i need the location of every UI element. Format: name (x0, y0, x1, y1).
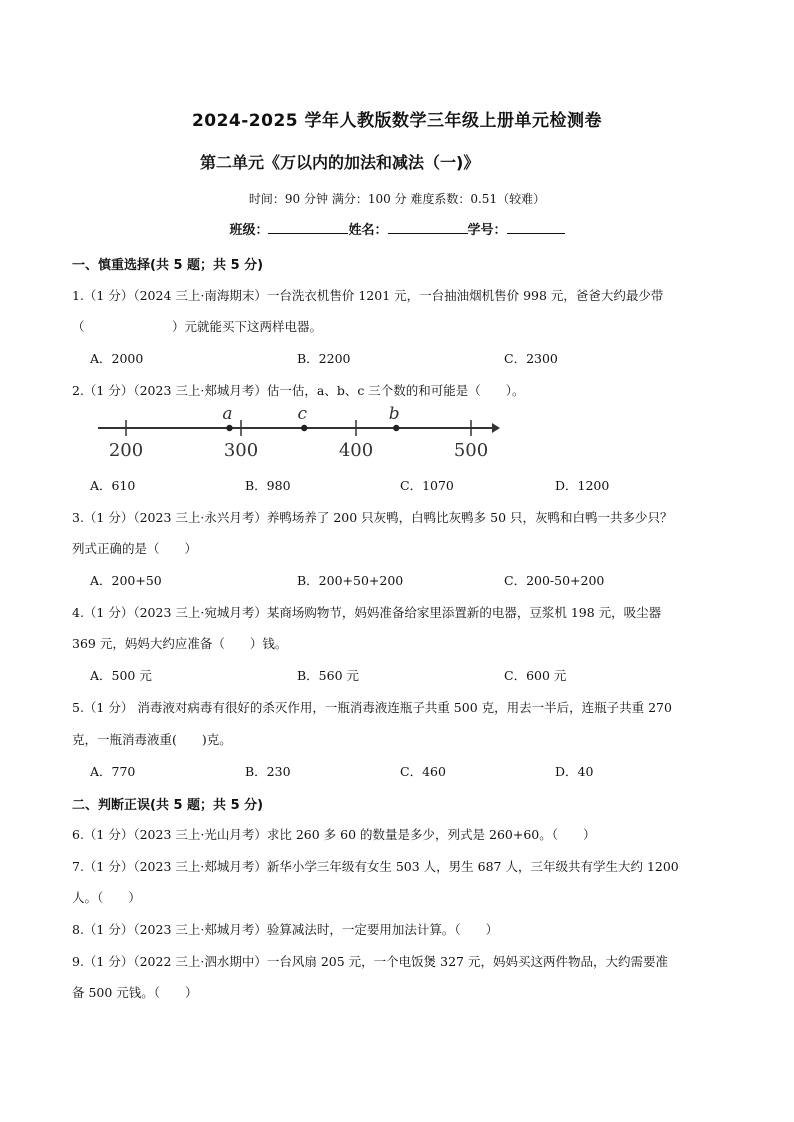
question-1-line1: 1.（1 分）（2024 三上·南海期末）一台洗衣机售价 1201 元，一台抽油烟机售价 998 元，爸爸大约最少带 (72, 288, 664, 303)
question-5-option-b[interactable]: B．230 (245, 764, 291, 779)
question-7-line1: 7.（1 分）（2023 三上·郏城月考）新华小学三年级有女生 503 人，男生 687 人，三年级共有学生大约 1200 (72, 859, 679, 874)
question-9-line1: 9.（1 分）（2022 三上·泗水期中）一台风扇 205 元，一个电饭煲 327 元，妈妈买这两件物品，大约需要准 (72, 954, 668, 969)
question-7-line2: 人。（ ） (72, 890, 141, 905)
number-line-point-a (226, 425, 232, 431)
number-line-point-b (393, 425, 399, 431)
question-3-line1: 3.（1 分）（2023 三上·永兴月考）养鸭场养了 200 只灰鸭，白鸭比灰鸭多 50 只，灰鸭和白鸭一共多少只？ (72, 510, 673, 525)
name-blank[interactable] (388, 221, 468, 234)
question-3-line2: 列式正确的是（ ） (72, 541, 198, 556)
question-4-option-b[interactable]: B．560 元 (297, 668, 360, 683)
section-title-judge: 二、判断正误(共 5 题；共 5 分) (72, 798, 264, 813)
class-label: 班级： (229, 223, 269, 238)
id-blank[interactable] (507, 221, 565, 234)
number-line-tick-label: 200 (108, 440, 144, 461)
question-2-option-c[interactable]: C．1070 (400, 478, 454, 493)
page-title: 2024-2025 学年人教版数学三年级上册单元检测卷 (191, 111, 603, 131)
question-3-option-c[interactable]: C．200-50+200 (504, 573, 605, 588)
question-4-line1: 4.（1 分）（2023 三上·宛城月考）某商场购物节，妈妈准备给家里添置新的电器，豆浆机 198 元，吸尘器 (72, 605, 662, 620)
question-2-option-b[interactable]: B．980 (245, 478, 291, 493)
question-2-option-a[interactable]: A．610 (90, 478, 136, 493)
question-5-option-c[interactable]: C．460 (400, 764, 446, 779)
question-9-line2: 备 500 元钱。（ ） (72, 985, 198, 1000)
number-line-point-label: a (222, 404, 233, 424)
class-blank[interactable] (268, 221, 348, 234)
page-subtitle: 第二单元《万以内的加法和减法（一)》 (200, 153, 480, 172)
question-4-option-a[interactable]: A．500 元 (90, 668, 152, 683)
question-5-option-a[interactable]: A．770 (90, 764, 136, 779)
number-line-point-label: c (297, 404, 308, 424)
number-line-point-label: b (388, 404, 400, 424)
id-label: 学号： (467, 223, 507, 238)
number-line-point-c (301, 425, 307, 431)
question-8-line1: 8.（1 分）（2023 三上·郏城月考）验算减法时，一定要用加法计算。（ ） (72, 922, 499, 937)
question-1-option-c[interactable]: C．2300 (504, 351, 558, 366)
question-1-option-b[interactable]: B．2200 (297, 351, 351, 366)
section-title-choice: 一、慎重选择(共 5 题；共 5 分) (72, 258, 264, 273)
question-5-option-d[interactable]: D．40 (555, 764, 594, 779)
student-info (0, 219, 794, 238)
question-4-line2: 369 元，妈妈大约应准备（ ）钱。 (72, 636, 288, 651)
number-line-tick-label: 500 (453, 440, 489, 461)
question-5-line1: 5.（1 分） 消毒液对病毒有很好的杀灭作用，一瓶消毒液连瓶子共重 500 克，用去一半后，连瓶子共重 270 (72, 700, 672, 715)
number-line-tick-label: 400 (338, 440, 374, 461)
question-4-option-c[interactable]: C．600 元 (504, 668, 567, 683)
question-6-line1: 6.（1 分）（2023 三上·光山月考）求比 260 多 60 的数量是多少，列式是 260+60。（ ） (72, 827, 596, 842)
question-3-option-b[interactable]: B．200+50+200 (297, 573, 404, 588)
question-5-line2: 克，一瓶消毒液重( )克。 (72, 732, 232, 747)
question-2-line1: 2.（1 分）（2023 三上·郏城月考）估一估，a、b、c 三个数的和可能是（ ）。 (72, 383, 525, 398)
question-2-option-d[interactable]: D．1200 (555, 478, 610, 493)
question-1-line2: （ ）元就能买下这两样电器。 (72, 319, 323, 334)
exam-meta: 时间：90 分钟 满分：100 分 难度系数：0.51（较难） (248, 192, 546, 206)
number-line-arrow (492, 423, 500, 433)
question-3-option-a[interactable]: A．200+50 (90, 573, 162, 588)
name-label: 姓名： (348, 223, 388, 238)
number-line-tick-label: 300 (223, 440, 259, 461)
question-1-option-a[interactable]: A．2000 (90, 351, 144, 366)
number-line-figure (96, 404, 500, 466)
